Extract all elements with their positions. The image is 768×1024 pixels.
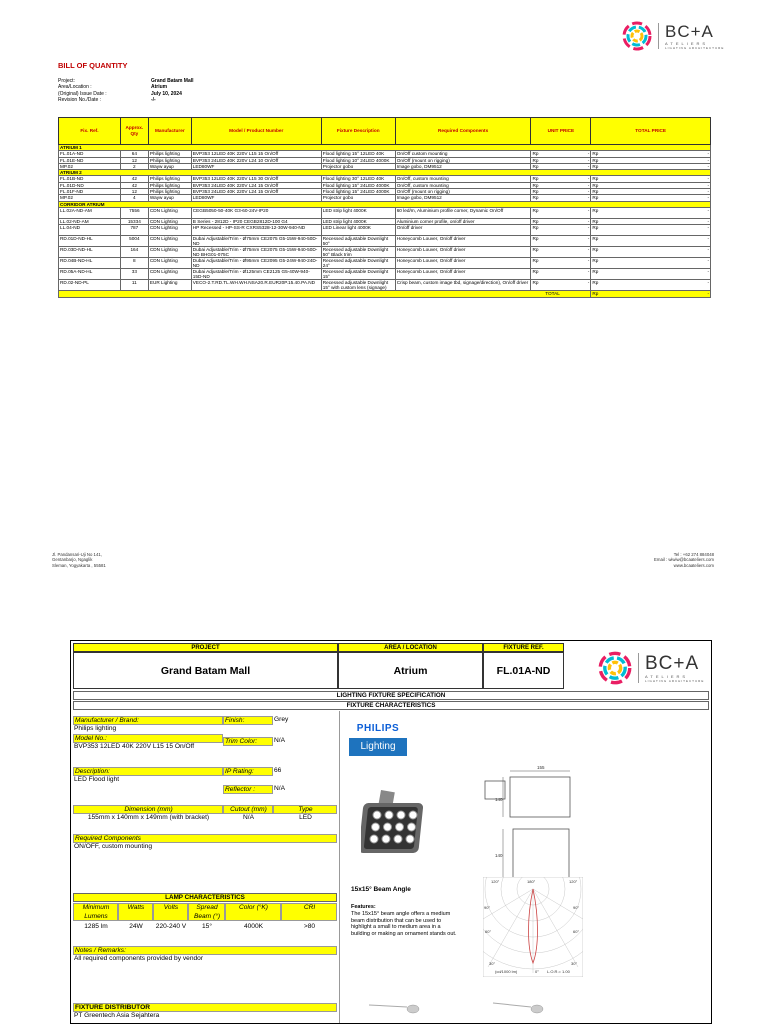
table-row xyxy=(59,258,711,269)
boq-header-cell: Fixture Description xyxy=(321,118,395,145)
cell-desc: Projector gobo xyxy=(321,163,395,169)
sheet-brand-sub2: LIGHTING ARCHITECTURE xyxy=(645,678,705,683)
meta-value: Grand Batam Mall xyxy=(151,78,194,84)
cell-model: CEGB5050-50-40K G3-60-24V-IP20 xyxy=(191,207,321,218)
cell-model: Dubai Adjustable/Trim - Ø95mm CE2095 G5-24W-940-24D-ND xyxy=(191,258,321,269)
meta-value: July 10, 2024 xyxy=(151,90,182,97)
lamp-header: Spread Beam (°) xyxy=(188,903,225,921)
table-row xyxy=(59,207,711,218)
cell-mfr: CDN Lighting xyxy=(148,269,191,280)
boq-total-label: TOTAL xyxy=(59,291,561,297)
label-trim: Trim Color: xyxy=(223,737,273,746)
led-dot xyxy=(370,835,378,843)
cell-unit-currency: Rp xyxy=(531,258,561,269)
lamp-value: >80 xyxy=(303,923,316,930)
cell-total-price: - xyxy=(621,207,711,218)
polar-angle-label: 30° xyxy=(571,961,578,966)
cell-model: Dubai Adjustable/Trim - Ø125mm CE2125 G5-40W-940-15D-ND xyxy=(191,269,321,280)
value-dimension: 155mm x 140mm x 149mm (with bracket) xyxy=(87,814,210,821)
cell-qty: 7556 xyxy=(120,207,148,218)
dim-140a-label: 140 xyxy=(495,797,503,802)
cell-ref: RD.03D-ND-HL xyxy=(59,247,121,258)
cell-unit-currency: Rp xyxy=(531,236,561,247)
cell-qty: 64 xyxy=(120,151,148,157)
cell-qty: 5004 xyxy=(120,236,148,247)
label-ip: IP Rating: xyxy=(223,767,273,776)
area-name: Atrium xyxy=(338,652,483,689)
cell-ref: FL.01F-ND xyxy=(59,189,121,195)
cell-total-currency: Rp xyxy=(591,236,621,247)
value-type: LED xyxy=(299,814,312,821)
label-finish: Finish: xyxy=(223,716,273,725)
cell-unit-currency: Rp xyxy=(531,189,561,195)
cell-model: Dubai Adjustable/Trim - Ø75mm CE2075 G5-15W-940-50D-ND xyxy=(191,236,321,247)
led-dot xyxy=(394,835,402,843)
project-name: Grand Batam Mall xyxy=(73,652,338,689)
boq-total-currency: Rp xyxy=(591,291,621,297)
lamp-value: 24W xyxy=(129,923,143,930)
cell-model: HP Recessed - HP-SS-R CXRS5328-12-30W-940-ND xyxy=(191,225,321,236)
cell-model: BVP353 12LED 40K 220V L15 15 On/Off xyxy=(191,151,321,157)
cell-qty: 12 xyxy=(120,157,148,163)
cell-unit-price: - xyxy=(561,218,591,224)
brand-logo xyxy=(622,21,724,51)
philips-logo xyxy=(349,723,407,775)
value-trim: N/A xyxy=(274,737,285,744)
cell-total-currency: Rp xyxy=(591,163,621,169)
cell-total-price: - xyxy=(621,280,711,291)
cell-total-price: - xyxy=(621,269,711,280)
cell-total-price: - xyxy=(621,225,711,236)
led-dot xyxy=(406,835,414,843)
cell-qty: 42 xyxy=(120,176,148,182)
cell-comp: 60 led/m, Aluminium profile corner, Dynamic On/Off xyxy=(395,207,531,218)
cell-comp: On/Off (mount on rigging) xyxy=(395,157,531,163)
label-notes: Notes / Remarks: xyxy=(73,946,337,955)
cell-unit-price: - xyxy=(561,163,591,169)
beam-title: 15x15° Beam Angle xyxy=(351,886,411,893)
cell-total-price: - xyxy=(621,189,711,195)
polar-angle-label: 0° xyxy=(535,969,539,974)
lamp-value: 220-240 V xyxy=(155,923,187,930)
cell-mfr: Philips lighting xyxy=(148,176,191,182)
cell-qty: 787 xyxy=(120,225,148,236)
cell-unit-price: - xyxy=(561,207,591,218)
boq-total-value: - xyxy=(621,291,711,297)
cell-unit-price: - xyxy=(561,195,591,201)
polar-angle-label: 30° xyxy=(489,961,496,966)
boq-header-cell: Model / Product Number xyxy=(191,118,321,145)
cell-desc: LED strip light 4000K xyxy=(321,207,395,218)
cell-unit-price: - xyxy=(561,269,591,280)
cell-mfr: Wayw ayup xyxy=(148,163,191,169)
cell-model: Dubai Adjustable/Trim - Ø75mm CE2075 G5-15W-940-50D-ND BHG01-075C xyxy=(191,247,321,258)
cell-unit-currency: Rp xyxy=(531,163,561,169)
cell-total-currency: Rp xyxy=(591,195,621,201)
cell-desc: Recessed adjustable Downlight 50° xyxy=(321,236,395,247)
meta-value: Atrium xyxy=(151,84,168,91)
cell-desc: LED Linear light 4000K xyxy=(321,225,395,236)
cell-total-currency: Rp xyxy=(591,258,621,269)
hdr-area: AREA / LOCATION xyxy=(338,643,483,652)
cell-total-currency: Rp xyxy=(591,157,621,163)
cell-desc: Recessed adjustable Downlight 15° with custom lens (signage) xyxy=(321,280,395,291)
table-row xyxy=(59,225,711,236)
led-dot xyxy=(397,811,405,819)
cell-desc: Recessed adjustable Downlight 24° xyxy=(321,258,395,269)
polar-angle-label: 90° xyxy=(573,905,580,910)
led-dot xyxy=(373,811,381,819)
cell-desc: Flood lighting 15° 24LED 4000K xyxy=(321,189,395,195)
cell-desc: Flood lighting 30° 12LED 40K xyxy=(321,176,395,182)
boq-header-cell: Required Components xyxy=(395,118,531,145)
sheet-brand-logo xyxy=(598,651,704,685)
cell-total-currency: Rp xyxy=(591,182,621,188)
cell-total-price: - xyxy=(621,151,711,157)
cell-desc: Flood lighting 15° 24LED 4000K xyxy=(321,182,395,188)
lamp-header: CRI xyxy=(281,903,337,921)
cell-unit-price: - xyxy=(561,280,591,291)
cell-total-currency: Rp xyxy=(591,218,621,224)
project-meta xyxy=(58,78,194,103)
cell-comp: On/Off custom mounting xyxy=(395,151,531,157)
contact-line: Tel : +62 274 884048 xyxy=(673,552,714,557)
cell-total-price: - xyxy=(621,218,711,224)
accessory-image-left xyxy=(367,993,427,1019)
cell-mfr: Philips lighting xyxy=(148,189,191,195)
cell-qty: 12 xyxy=(120,189,148,195)
product-image xyxy=(361,789,429,857)
cell-unit-currency: Rp xyxy=(531,225,561,236)
boq-header-cell: Fix. Ref. xyxy=(59,118,121,145)
polar-lor-label: L.O.R.= 1.00 xyxy=(547,969,570,974)
cell-total-currency: Rp xyxy=(591,151,621,157)
cell-desc: Flood lighting 10° 24LED 4000K xyxy=(321,157,395,163)
cell-mfr: CDN Lighting xyxy=(148,225,191,236)
table-row xyxy=(59,280,711,291)
cell-ref: RD.02-ND-PL xyxy=(59,280,121,291)
value-model: BVP353 12LED 40K 220V L15 15 On/Off xyxy=(74,743,195,750)
cell-model: BVP353 24LED 40K 220V L24 15 On/Off xyxy=(191,189,321,195)
value-manufacturer: Philips lighting xyxy=(74,725,117,732)
cell-unit-currency: Rp xyxy=(531,280,561,291)
meta-key: (Original) Issue Date : xyxy=(58,90,107,97)
cell-unit-price: - xyxy=(561,182,591,188)
label-type: Type xyxy=(273,805,337,814)
fixture-ref: FL.01A-ND xyxy=(483,652,564,689)
cell-comp: Image gobo, DM9512 xyxy=(395,195,531,201)
lamp-title: LAMP CHARACTERISTICS xyxy=(73,893,337,902)
label-dimension: Dimension (mm) xyxy=(73,805,223,814)
cell-unit-currency: Rp xyxy=(531,182,561,188)
cell-qty: 11 xyxy=(120,280,148,291)
dim-155-label: 155 xyxy=(537,765,545,770)
cell-qty: 8 xyxy=(120,258,148,269)
led-dot xyxy=(409,811,417,819)
cell-ref: FL.01D-ND xyxy=(59,182,121,188)
polar-angle-label: 90° xyxy=(484,905,491,910)
value-required: ON/OFF, custom mounting xyxy=(74,843,153,850)
cell-model: BVP353 12LED 40K 220V L15 30 On/Off xyxy=(191,176,321,182)
sheet-brand-name: BC+A xyxy=(645,652,700,674)
cell-total-currency: Rp xyxy=(591,207,621,218)
meta-key: Project: xyxy=(58,78,75,84)
fixture-sheet xyxy=(70,640,712,1024)
value-finish: Grey xyxy=(274,716,289,723)
cell-qty: 4 xyxy=(120,195,148,201)
lamp-header: Color (°K) xyxy=(225,903,281,921)
cell-desc: LED strip light 4000K xyxy=(321,218,395,224)
cell-total-currency: Rp xyxy=(591,247,621,258)
led-dot xyxy=(385,811,393,819)
cell-qty: 42 xyxy=(120,182,148,188)
cell-unit-currency: Rp xyxy=(531,157,561,163)
cell-total-currency: Rp xyxy=(591,225,621,236)
cell-total-currency: Rp xyxy=(591,269,621,280)
boq-table xyxy=(58,117,711,298)
cell-unit-currency: Rp xyxy=(531,151,561,157)
sheet-brand-swirl-icon xyxy=(598,651,632,685)
cell-unit-price: - xyxy=(561,247,591,258)
polar-diagram xyxy=(483,877,583,977)
cell-unit-price: - xyxy=(561,236,591,247)
cell-qty: 164 xyxy=(120,247,148,258)
boq-header-cell: Approx. Qty xyxy=(120,118,148,145)
cell-model: BVP353 24LED 40K 220V L24 10 On/Off xyxy=(191,157,321,163)
cell-total-price: - xyxy=(621,176,711,182)
cell-unit-price: - xyxy=(561,151,591,157)
cell-comp: Crisp beam, custom image tbd, signage/direction), On/off driver xyxy=(395,280,531,291)
boq-total-row xyxy=(59,291,711,297)
cell-ref: MP.02 xyxy=(59,195,121,201)
cell-unit-price: - xyxy=(561,157,591,163)
cell-mfr: Philips lighting xyxy=(148,157,191,163)
cell-comp: Honeycomb Louver, On/off driver xyxy=(395,236,531,247)
accessory-image-right xyxy=(491,993,551,1019)
cell-desc: Recessed adjustable Downlight 50° Black trim xyxy=(321,247,395,258)
address-line: Sleman, Yogyakarta , 55581 xyxy=(52,562,106,568)
cell-unit-price: - xyxy=(561,225,591,236)
lamp-header: Watts xyxy=(118,903,153,921)
char-title: FIXTURE CHARACTERISTICS xyxy=(73,701,709,710)
meta-value: -/- xyxy=(151,96,156,103)
spec-title: LIGHTING FIXTURE SPECIFICATION xyxy=(73,691,709,700)
cell-mfr: CDN Lighting xyxy=(148,236,191,247)
label-model: Model No.: xyxy=(73,734,223,743)
value-distributor: PT Greentech Asia Sejahtera xyxy=(74,1012,160,1019)
sheet-brand-sub: ATELIERS xyxy=(645,673,689,679)
brand-sub2: LIGHTING ARCHITECTURE xyxy=(665,45,725,50)
cell-mfr: CDN Lighting xyxy=(148,207,191,218)
cell-mfr: CDN Lighting xyxy=(148,218,191,224)
cell-total-price: - xyxy=(621,157,711,163)
cell-ref: FL.01B-ND xyxy=(59,176,121,182)
label-cutout: Cutout (mm) xyxy=(223,805,273,814)
value-reflector: N/A xyxy=(274,785,285,792)
boq-header-cell: UNIT PRICE xyxy=(531,118,591,145)
meta-row xyxy=(58,97,194,103)
polar-angle-label: 60° xyxy=(573,929,580,934)
polar-angle-label: 180° xyxy=(527,879,536,884)
boq-header-cell: TOTAL PRICE xyxy=(591,118,711,145)
label-required: Required Components xyxy=(73,834,337,843)
cell-unit-currency: Rp xyxy=(531,218,561,224)
led-dot xyxy=(382,835,390,843)
label-reflector: Reflector : xyxy=(223,785,273,794)
boq-section-name: ATRIUM 1 xyxy=(59,145,711,151)
cell-mfr: Philips lighting xyxy=(148,182,191,188)
cell-total-currency: Rp xyxy=(591,176,621,182)
value-description: LED Flood light xyxy=(74,776,120,783)
table-row xyxy=(59,236,711,247)
cell-ref: MP.02 xyxy=(59,163,121,169)
cell-ref: LL.02-ND-AM xyxy=(59,218,121,224)
cell-comp: On/Off, custom mounting xyxy=(395,176,531,182)
cell-comp: Honeycomb Louver, On/off driver xyxy=(395,258,531,269)
cell-model: LED80WF xyxy=(191,163,321,169)
label-description: Description: xyxy=(73,767,223,776)
cell-desc: Flood lighting 15° 12LED 40K xyxy=(321,151,395,157)
cell-comp: Aluminium corner profile, on/off driver xyxy=(395,218,531,224)
cell-mfr: CDN Lighting xyxy=(148,258,191,269)
cell-total-currency: Rp xyxy=(591,189,621,195)
cell-desc: Projector gobo xyxy=(321,195,395,201)
led-dot xyxy=(396,823,404,831)
cell-mfr: Wayw ayup xyxy=(148,195,191,201)
cell-comp: Honeycomb Louver, On/off driver xyxy=(395,247,531,258)
boq-header-cell: Manufacturer xyxy=(148,118,191,145)
cell-comp: Image gobo, DM9512 xyxy=(395,163,531,169)
cell-ref: RD.04B-ND-HL xyxy=(59,258,121,269)
label-manufacturer: Manufacturer / Brand: xyxy=(73,716,223,725)
cell-unit-price: - xyxy=(561,189,591,195)
cell-ref: LL.04-ND xyxy=(59,225,121,236)
beam-text: The 15x15° beam angle offers a medium beam distribution that can be used to highlight a small to medium area in a building or making an ornament stands out. xyxy=(351,911,457,937)
meta-key: Area/Location : xyxy=(58,84,92,91)
cell-total-price: - xyxy=(621,182,711,188)
boq-section-name: ATRIUM 2 xyxy=(59,170,711,176)
cell-desc: Recessed adjustable Downlight 15° xyxy=(321,269,395,280)
led-dot xyxy=(408,823,416,831)
cell-mfr: CDN Lighting xyxy=(148,247,191,258)
led-dot xyxy=(372,823,380,831)
footer-contact xyxy=(654,552,714,568)
beam-features: Features: xyxy=(351,904,376,910)
cell-unit-currency: Rp xyxy=(531,207,561,218)
cell-unit-currency: Rp xyxy=(531,176,561,182)
value-ip: 66 xyxy=(274,767,282,774)
cell-total-price: - xyxy=(621,195,711,201)
cell-comp: On/Off, custom mounting xyxy=(395,182,531,188)
polar-angle-label: 120° xyxy=(569,879,578,884)
philips-lighting: Lighting xyxy=(349,738,407,756)
cell-total-currency: Rp xyxy=(591,280,621,291)
cell-model: VECO-2.T.RD.TL.WH.WH.NSA20.R.EUR20P.15.40.PA.ND xyxy=(191,280,321,291)
cell-ref: FL.01E-ND xyxy=(59,157,121,163)
dimension-drawing xyxy=(475,761,585,886)
polar-angle-label: 120° xyxy=(491,879,500,884)
contact-line: www.bcaateliers.com xyxy=(673,562,714,568)
label-distributor: FIXTURE DISTRIBUTOR xyxy=(73,1003,337,1012)
dim-140b-label: 140 xyxy=(495,853,503,858)
cell-qty: 2 xyxy=(120,163,148,169)
value-notes: All required components provided by vendor xyxy=(74,955,204,962)
brand-swirl-icon xyxy=(622,21,652,51)
cell-comp: Honeycomb Louver, On/off driver xyxy=(395,269,531,280)
cell-unit-currency: Rp xyxy=(531,247,561,258)
footer-address xyxy=(52,552,106,568)
hdr-ref: FIXTURE REF. xyxy=(483,643,564,652)
address-line: Jl. Pandansari-Uji No 141, xyxy=(52,552,102,557)
cell-total-price: - xyxy=(621,258,711,269)
cell-model: LED80WF xyxy=(191,195,321,201)
address-line: Gentanbarjo, Ngaglik xyxy=(52,557,93,563)
cell-qty: 15334 xyxy=(120,218,148,224)
lamp-value: 1285 lm xyxy=(84,923,108,930)
hdr-project: PROJECT xyxy=(73,643,338,652)
philips-wordmark: PHILIPS xyxy=(356,723,400,734)
cell-comp: On/off driver xyxy=(395,225,531,236)
cell-model: B Series - 2812D - IP20 CEGB2812D-100 G4 xyxy=(191,218,321,224)
cell-unit-price: - xyxy=(561,176,591,182)
cell-ref: FL.01A-ND xyxy=(59,151,121,157)
contact-line: Email : wiwiw@bcaateliers.com xyxy=(654,557,714,563)
cell-mfr: EUR Lighting xyxy=(148,280,191,291)
polar-angle-label: 60° xyxy=(485,929,492,934)
cell-ref: RD.05A-ND-HL xyxy=(59,269,121,280)
cell-qty: 33 xyxy=(120,269,148,280)
cell-model: BVP353 24LED 40K 220V L24 15 On/Off xyxy=(191,182,321,188)
cell-total-price: - xyxy=(621,163,711,169)
cell-total-price: - xyxy=(621,236,711,247)
cell-unit-currency: Rp xyxy=(531,269,561,280)
brand-sub: ATELIERS xyxy=(665,40,709,46)
table-row xyxy=(59,269,711,280)
brand-name: BC+A xyxy=(665,21,714,41)
cell-total-price: - xyxy=(621,247,711,258)
cell-unit-price: - xyxy=(561,258,591,269)
lamp-header: Minimum Lumens xyxy=(73,903,118,921)
meta-key: Revision No./Date : xyxy=(58,96,102,103)
led-dot xyxy=(384,823,392,831)
lamp-value: 15° xyxy=(202,923,212,930)
lamp-value: 4000K xyxy=(243,923,264,930)
boq-section-name: CORRIDOR ATRIUM xyxy=(59,201,711,207)
value-cutout: N/A xyxy=(243,814,254,821)
cell-unit-currency: Rp xyxy=(531,195,561,201)
lamp-header: Volts xyxy=(153,903,188,921)
cell-mfr: Philips lighting xyxy=(148,151,191,157)
cell-ref: RD.01D-ND-HL xyxy=(59,236,121,247)
page-title: BILL OF QUANTITY xyxy=(58,61,128,70)
table-row xyxy=(59,247,711,258)
cell-comp: On/Off (mount on rigging) xyxy=(395,189,531,195)
cell-ref: LL.02A-ND-AM xyxy=(59,207,121,218)
polar-unit-label: (cd/1000 lm) xyxy=(495,969,518,974)
